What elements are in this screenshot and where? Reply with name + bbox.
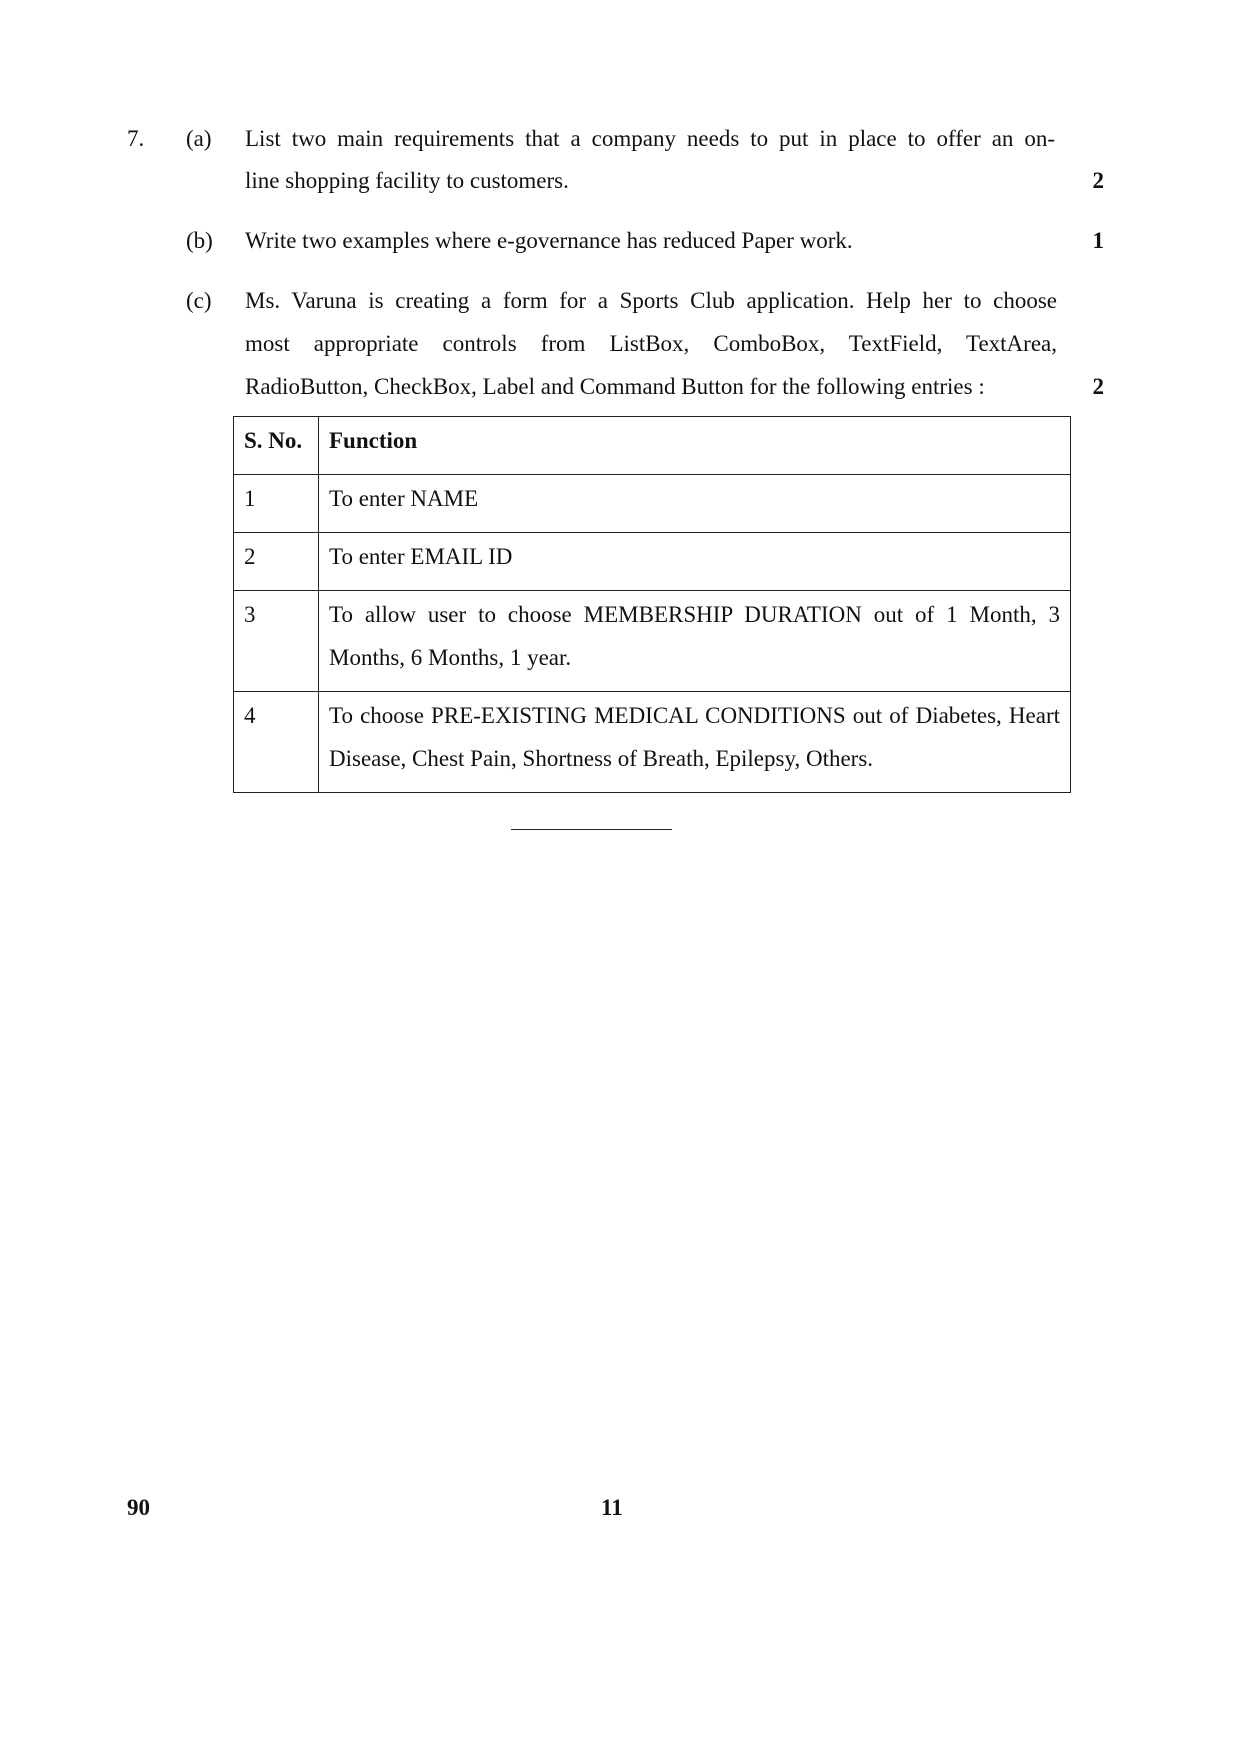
footer-code: 90 bbox=[127, 1495, 150, 1520]
header-sno: S. No. bbox=[234, 417, 319, 475]
controls-table bbox=[233, 416, 1071, 793]
row-function: To allow user to choose MEMBERSHIP DURATION out of 1 Month, 3 Months, 6 Months, 1 year. bbox=[319, 591, 1071, 692]
part-b-label: (b) bbox=[186, 228, 213, 253]
part-a-label: (a) bbox=[186, 126, 212, 151]
table-row bbox=[234, 591, 1071, 692]
part-c-marks: 2 bbox=[1092, 374, 1104, 399]
table-row bbox=[234, 533, 1071, 591]
row-function: To enter EMAIL ID bbox=[319, 533, 1071, 591]
part-a-marks: 2 bbox=[1092, 168, 1104, 193]
row-function: To enter NAME bbox=[319, 475, 1071, 533]
part-a-text-line-2: line shopping facility to customers. bbox=[245, 168, 569, 193]
page-number: 11 bbox=[601, 1495, 623, 1520]
table-row bbox=[234, 692, 1071, 793]
row-function: To choose PRE-EXISTING MEDICAL CONDITIONS out of Diabetes, Heart Disease, Chest Pain, Shortness of Breath, Epilepsy, Others. bbox=[319, 692, 1071, 793]
part-b-marks: 1 bbox=[1092, 228, 1104, 253]
row-sno: 2 bbox=[234, 533, 319, 591]
table-row bbox=[234, 475, 1071, 533]
row-sno: 1 bbox=[234, 475, 319, 533]
part-c-text-line-1: Ms. Varuna is creating a form for a Sports Club application. Help her to choose bbox=[245, 288, 1057, 313]
part-b-text: Write two examples where e-governance has reduced Paper work. bbox=[245, 228, 853, 253]
row-sno: 3 bbox=[234, 591, 319, 692]
table-header-row bbox=[234, 417, 1071, 475]
part-a-text-line-1: List two main requirements that a company needs to put in place to offer an on- bbox=[245, 126, 1055, 151]
end-rule bbox=[511, 829, 672, 830]
part-c-text-line-2: most appropriate controls from ListBox, ComboBox, TextField, TextArea, bbox=[245, 331, 1057, 356]
header-function: Function bbox=[319, 417, 1071, 475]
part-c-label: (c) bbox=[186, 288, 212, 313]
row-sno: 4 bbox=[234, 692, 319, 793]
part-c-text-line-3: RadioButton, CheckBox, Label and Command Button for the following entries : bbox=[245, 374, 985, 399]
question-number: 7. bbox=[127, 126, 145, 151]
